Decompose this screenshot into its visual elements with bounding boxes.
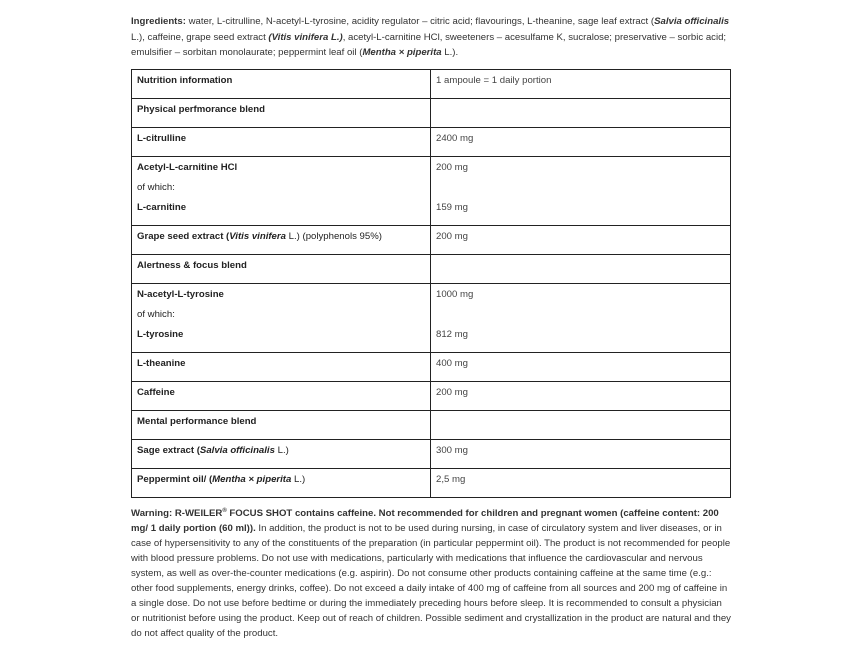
ingredient-name-cell <box>132 156 431 225</box>
blend-heading: Mental performance blend <box>132 410 431 439</box>
ingredients-text: L.), caffeine, grape seed extract <box>131 31 269 43</box>
sub-ingredient-name: L-carnitine <box>137 201 187 213</box>
ingredient-value: 2,5 mg <box>431 468 731 497</box>
of-which-label: of which: <box>137 308 175 320</box>
ingredient-value-cell <box>431 283 731 352</box>
table-row <box>132 352 731 381</box>
ingredients-text: L.). <box>441 47 459 58</box>
sub-ingredient-value: 812 mg <box>436 328 468 340</box>
of-which-label: of which: <box>137 181 175 193</box>
ingredients-label: Ingredients: <box>131 16 186 27</box>
ingredient-name-suffix: L.) (polyphenols 95%) <box>285 230 382 242</box>
table-row <box>132 439 731 468</box>
ingredient-value-cell <box>431 156 731 225</box>
table-header-left: Nutrition information <box>132 69 431 98</box>
ingredients-latin: Salvia officinalis <box>654 16 730 27</box>
ingredients-latin: (Vitis vinifera L.) <box>268 31 343 43</box>
ingredient-name: L-citrulline <box>132 127 431 156</box>
table-row <box>132 254 731 283</box>
warning-paragraph <box>131 504 731 641</box>
ingredient-value: 400 mg <box>431 352 731 381</box>
ingredient-name-cell <box>132 225 431 254</box>
ingredient-name: L-theanine <box>132 352 431 381</box>
table-row <box>132 127 731 156</box>
latin-name: Vitis vinifera <box>229 230 286 242</box>
warning-caffeine-note: FOCUS SHOT contains caffeine. Not recommended for children and pregnant women (caffeine content: 200 mg/ 1 daily portion (60 ml)). <box>131 507 719 534</box>
sub-ingredient-value: 159 mg <box>436 201 468 213</box>
latin-name: Mentha × piperita <box>212 473 292 485</box>
empty-cell <box>431 410 731 439</box>
ingredient-value: 1000 mg <box>436 288 474 300</box>
label-document <box>131 14 731 641</box>
blend-heading: Alertness & focus blend <box>132 254 431 283</box>
ingredients-text: , acetyl-L-carnitine HCl, sweeteners – acesulfame K, sucralose; preservative – sorbic acid; emulsifier – sorbitan monolaurate; peppermint leaf oil ( <box>131 31 727 58</box>
ingredients-latin: Mentha × piperita <box>362 47 442 58</box>
table-row <box>132 225 731 254</box>
ingredient-name: N-acetyl-L-tyrosine <box>137 288 224 300</box>
sub-ingredient-name: L-tyrosine <box>137 328 184 340</box>
blend-heading: Physical perfmorance blend <box>132 98 431 127</box>
ingredient-value: 200 mg <box>436 161 468 173</box>
ingredient-name: Grape seed extract ( <box>137 230 230 242</box>
ingredient-value: 2400 mg <box>431 127 731 156</box>
table-row <box>132 156 731 225</box>
ingredient-name-suffix: L.) <box>274 444 289 456</box>
ingredient-name: Acetyl-L-carnitine HCl <box>137 161 238 173</box>
ingredient-name: Sage extract ( <box>137 444 200 456</box>
ingredients-paragraph <box>131 14 731 61</box>
ingredient-name: Peppermint oil/ ( <box>137 473 213 485</box>
table-row <box>132 410 731 439</box>
table-row <box>132 69 731 98</box>
nutrition-table <box>131 69 731 498</box>
registered-mark: ® <box>222 507 227 514</box>
table-row <box>132 381 731 410</box>
empty-cell <box>431 254 731 283</box>
ingredient-name-cell <box>132 468 431 497</box>
table-row <box>132 283 731 352</box>
ingredient-name-cell <box>132 439 431 468</box>
empty-cell <box>431 98 731 127</box>
latin-name: Salvia officinalis <box>199 444 275 456</box>
ingredient-value: 200 mg <box>431 381 731 410</box>
ingredient-name-cell <box>132 283 431 352</box>
warning-text: In addition, the product is not to be used during nursing, in case of circulatory system and liver diseases, or in case of hypersensitivity to any of the constituents of the preparation (in particular peppermint oil). The product is not recommended for people with blood pressure problems. Do not use with medications, particularly with medications that influence the cardiovascular and nervous system, as well as over-the-counter medications (e.g. aspirin). Do not consume other products containing caffeine at the same time (e.g.: other food supplements, energy drinks, coffee). Do not exceed a daily intake of 400 mg of caffeine from all sources and 200 mg of caffeine in a single dose. Do not use before bedtime or during the immediately preceding hours before sleep. It is recommended to consult a physician or nutritionist before using the product. Keep out of reach of children. Possible sediment and crystallization in the product are natural and they do not affect quality of the product. <box>131 522 731 639</box>
ingredient-name: Caffeine <box>132 381 431 410</box>
ingredients-text: water, L-citrulline, N-acetyl-L-tyrosine, acidity regulator – citric acid; flavourings, L-theanine, sage leaf extract ( <box>185 16 655 27</box>
table-row <box>132 468 731 497</box>
table-row <box>132 98 731 127</box>
warning-heading: Warning: R-WEILER <box>131 507 223 519</box>
ingredient-value: 200 mg <box>431 225 731 254</box>
ingredient-name-suffix: L.) <box>291 473 306 485</box>
table-header-right: 1 ampoule = 1 daily portion <box>431 69 731 98</box>
ingredient-value: 300 mg <box>431 439 731 468</box>
